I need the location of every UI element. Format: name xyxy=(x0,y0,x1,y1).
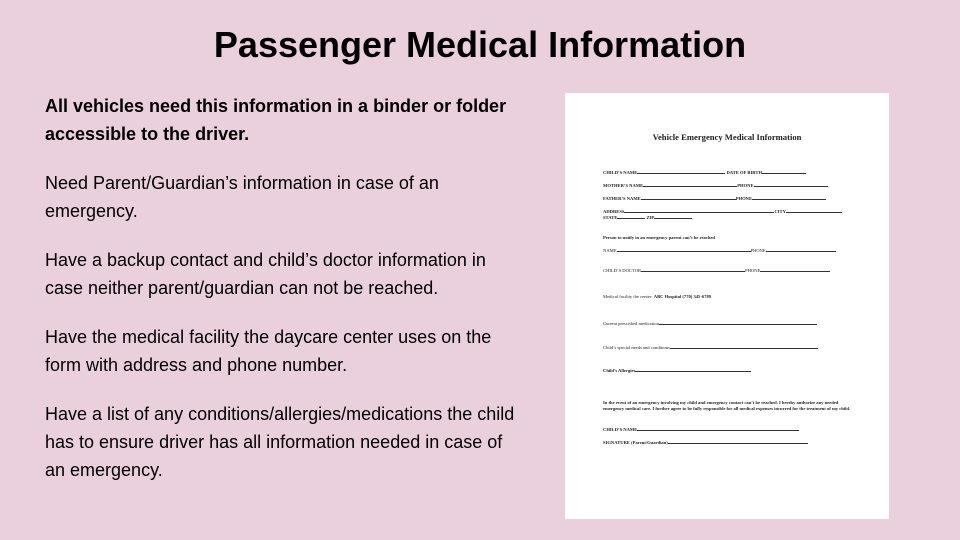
paragraph-medical-facility: Have the medical facility the daycare center uses on the form with address and phone number. xyxy=(45,327,492,375)
form-label: STATE xyxy=(603,215,618,220)
form-notify-heading: Person to notify in an emergency parent can’t be reached xyxy=(603,235,715,240)
form-row-contact xyxy=(603,247,836,254)
form-row-state xyxy=(603,214,692,221)
form-row-signature xyxy=(603,439,808,446)
form-row-mother xyxy=(603,182,828,189)
form-label: PHONE xyxy=(750,248,766,253)
form-label: CITY xyxy=(774,209,786,214)
paragraph-binder: All vehicles need this information in a binder or folder accessible to the driver. xyxy=(45,96,507,144)
form-title: Vehicle Emergency Medical Information xyxy=(652,132,802,142)
form-label: FATHER’S NAME xyxy=(603,196,641,201)
form-label: Child’s Allergies xyxy=(603,368,636,373)
slide-title: Passenger Medical Information xyxy=(213,24,747,65)
form-consent-text: In the event of an emergency involving my child and emergency contact can’t be reached. I hereby authorize any needed emergency medical care. I further agree to be fully responsible for all medical expenses incurred for the treatment of my child. xyxy=(603,400,851,411)
form-label: NAME xyxy=(603,248,617,253)
form-label: CHILD’S DOCTOR xyxy=(603,268,642,273)
form-label: CHILD’S NAME xyxy=(603,170,638,175)
paragraph-guardian: Need Parent/Guardian’s information in case of an emergency. xyxy=(45,173,439,221)
form-label: PHONE xyxy=(735,196,753,201)
form-label: ZIP xyxy=(646,215,655,220)
form-row-allergies xyxy=(603,367,751,374)
medical-form-image xyxy=(565,93,889,519)
form-label: Medical facility the center: xyxy=(603,294,653,299)
paragraph-conditions: Have a list of any conditions/allergies/medications the child has to ensure driver has all information needed in case of an emergency. xyxy=(45,404,515,480)
form-value: ABC Hospital (770) 345-6789 xyxy=(653,294,712,299)
form-label: Child’s special needs and conditions xyxy=(603,345,670,350)
form-row-facility xyxy=(603,294,711,300)
form-label: PHONE xyxy=(745,268,761,273)
form-row-medication xyxy=(603,320,817,327)
slide-body xyxy=(45,92,525,505)
form-row-father xyxy=(603,195,826,202)
form-row-doctor xyxy=(603,267,830,274)
form-label: PHONE xyxy=(737,183,754,188)
form-row-child xyxy=(603,169,806,176)
form-row-special-needs xyxy=(603,344,818,351)
form-label: SIGNATURE (Parent/Guardian) xyxy=(603,440,668,445)
form-label: ADDRESS xyxy=(603,209,625,214)
form-label: MOTHER’S NAME xyxy=(603,183,644,188)
paragraph-backup-contact: Have a backup contact and child’s doctor information in case neither parent/guardian can not be reached. xyxy=(45,250,486,298)
form-label: CHILD’S NAME xyxy=(603,427,638,432)
form-label: Current prescribed medication xyxy=(603,321,659,326)
form-label: DATE OF BIRTH xyxy=(726,170,763,175)
form-row-child-name-2 xyxy=(603,426,799,433)
